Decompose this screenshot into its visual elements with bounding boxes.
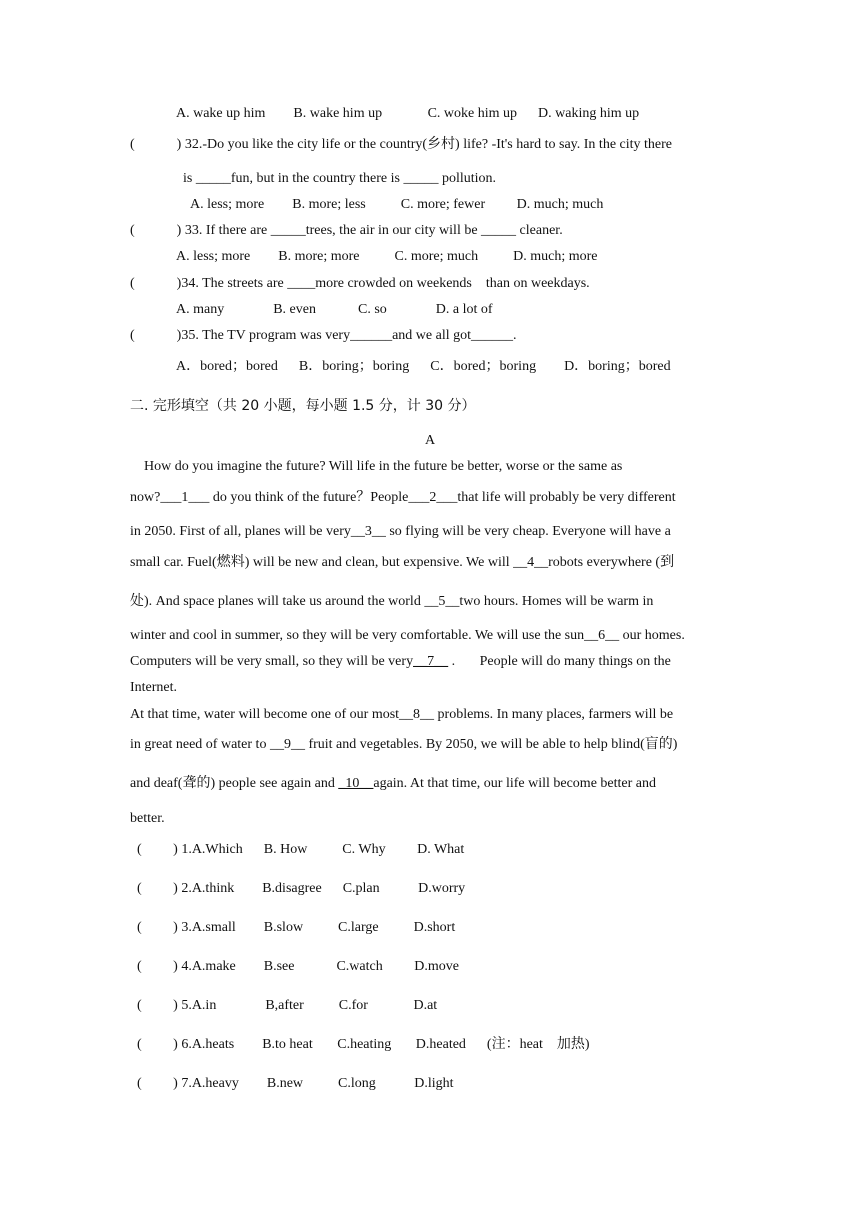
q31-options: A. wake up him B. wake him up C. woke him up D. waking him up bbox=[176, 106, 640, 121]
passage-line: better. bbox=[130, 811, 165, 826]
passage-line: in great need of water to __9__ fruit and vegetables. By 2050, we will be able to help blind(盲的) bbox=[130, 737, 678, 752]
option-row: ( ) 1.A.Which B. How C. Why D. What bbox=[137, 842, 465, 857]
passage-line: in 2050. First of all, planes will be very__3__ so flying will be very cheap. Everyone will have a bbox=[130, 524, 671, 539]
q33-stem: ( ) 33. If there are _____trees, the air in our city will be _____ cleaner. bbox=[130, 223, 563, 238]
passage-text: . People will do many things on the bbox=[448, 654, 671, 669]
q32-stem-cont: is _____fun, but in the country there is _____ pollution. bbox=[183, 171, 497, 186]
passage-line-7 bbox=[130, 653, 671, 671]
passage-line: Internet. bbox=[130, 680, 178, 695]
passage-line: winter and cool in summer, so they will be very comfortable. We will use the sun__6__ our homes. bbox=[130, 628, 685, 643]
blank-7: __7__ bbox=[413, 654, 449, 669]
option-row: ( ) 7.A.heavy B.new C.long D.light bbox=[137, 1076, 454, 1091]
passage-line: small car. Fuel(燃料) will be new and clean, but expensive. We will __4__robots everywhere (到 bbox=[130, 555, 675, 570]
q34-options: A. many B. even C. so D. a lot of bbox=[176, 302, 493, 317]
option-row: ( ) 5.A.in B,after C.for D.at bbox=[137, 998, 438, 1013]
option-row: ( ) 4.A.make B.see C.watch D.move bbox=[137, 959, 459, 974]
option-row: ( ) 2.A.think B.disagree C.plan D.worry bbox=[137, 881, 466, 896]
q32-options: A. less; more B. more; less C. more; fewer D. much; much bbox=[190, 197, 604, 212]
blank-10: _10__ bbox=[338, 776, 374, 791]
q33-options: A. less; more B. more; more C. more; much D. much; more bbox=[176, 249, 598, 264]
passage-line: At that time, water will become one of our most__8__ problems. In many places, farmers will be bbox=[130, 707, 674, 722]
q35-stem: ( )35. The TV program was very______and we all got______. bbox=[130, 328, 517, 343]
passage-line: now?___1___ do you think of the future？People___2___that life will probably be very different bbox=[130, 490, 676, 505]
passage-text: Computers will be very small, so they will be very bbox=[130, 654, 414, 669]
q32-stem: ( ) 32.-Do you like the city life or the country(乡村) life? -It's hard to say. In the city there bbox=[130, 137, 673, 152]
option-row: ( ) 6.A.heats B.to heat C.heating D.heated (注：heat 加热) bbox=[137, 1037, 590, 1052]
passage-text: again. At that time, our life will become better and bbox=[373, 776, 656, 791]
passage-text: and deaf(聋的) people see again and bbox=[130, 776, 339, 791]
q34-stem: ( )34. The streets are ____more crowded on weekends than on weekdays. bbox=[130, 276, 590, 291]
passage-line: How do you imagine the future? Will life in the future be better, worse or the same as bbox=[130, 459, 623, 474]
option-row: ( ) 3.A.small B.slow C.large D.short bbox=[137, 920, 456, 935]
q35-options: A．bored；bored B．boring；boring C．bored；boring D．boring；bored bbox=[176, 359, 671, 374]
passage-line: 处). And space planes will take us around the world __5__two hours. Homes will be warm in bbox=[130, 594, 654, 609]
section-heading: 二. 完形填空（共 20 小题，每小题 1.5 分，计 30 分） bbox=[130, 398, 476, 414]
passage-label: A bbox=[424, 433, 436, 448]
passage-line-11 bbox=[130, 775, 656, 793]
